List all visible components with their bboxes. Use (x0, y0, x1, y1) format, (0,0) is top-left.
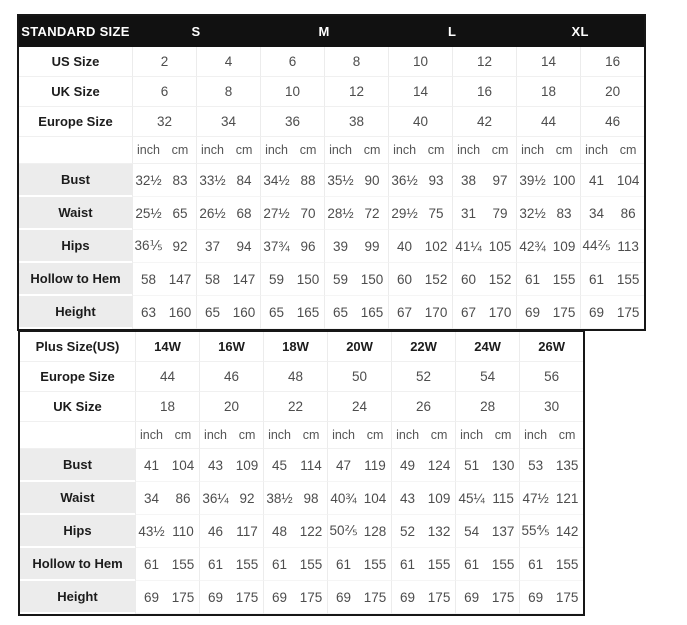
measurement-value: 69 (516, 296, 548, 329)
row-label: UK Size (20, 392, 135, 422)
measurement-label: Bust (20, 449, 135, 482)
unit-label: inch (455, 422, 487, 449)
measurement-value: 155 (487, 548, 519, 581)
size-value: 52 (391, 362, 455, 392)
measurement-value: 37¾ (260, 230, 292, 263)
size-value: 6 (132, 77, 196, 107)
measurement-value: 31 (452, 197, 484, 230)
size-value: 12 (452, 47, 516, 77)
size-value: 22 (263, 392, 327, 422)
measurement-value: 60 (452, 263, 484, 296)
measurement-value: 121 (551, 482, 583, 515)
measurement-value: 94 (228, 230, 260, 263)
measurement-value: 170 (420, 296, 452, 329)
row-label: Europe Size (19, 107, 132, 137)
measurement-value: 155 (551, 548, 583, 581)
plus-size-header-value: 22W (391, 332, 455, 362)
measurement-value: 44⅖ (580, 230, 612, 263)
measurement-value: 165 (292, 296, 324, 329)
size-value: 30 (519, 392, 583, 422)
measurement-value: 61 (391, 548, 423, 581)
size-value: 40 (388, 107, 452, 137)
measurement-value: 109 (231, 449, 263, 482)
measurement-value: 41 (135, 449, 167, 482)
measurement-value: 117 (231, 515, 263, 548)
unit-label: inch (263, 422, 295, 449)
measurement-value: 61 (327, 548, 359, 581)
measurement-value: 61 (263, 548, 295, 581)
size-value: 10 (260, 77, 324, 107)
unit-label: inch (260, 137, 292, 164)
measurement-value: 90 (356, 164, 388, 197)
measurement-value: 39½ (516, 164, 548, 197)
unit-label: cm (423, 422, 455, 449)
measurement-value: 61 (580, 263, 612, 296)
measurement-value: 67 (388, 296, 420, 329)
measurement-value: 155 (295, 548, 327, 581)
plus-size-header-value: 18W (263, 332, 327, 362)
size-value: 36 (260, 107, 324, 137)
size-group-header: XL (516, 16, 644, 47)
measurement-value: 63 (132, 296, 164, 329)
size-value: 24 (327, 392, 391, 422)
measurement-value: 175 (359, 581, 391, 614)
unit-label: cm (356, 137, 388, 164)
unit-label: cm (231, 422, 263, 449)
measurement-value: 102 (420, 230, 452, 263)
measurement-value: 28½ (324, 197, 356, 230)
plus-size-table (18, 330, 585, 616)
measurement-value: 119 (359, 449, 391, 482)
measurement-value: 61 (455, 548, 487, 581)
unit-row-label (19, 137, 132, 164)
measurement-value: 55⅘ (519, 515, 551, 548)
unit-label: inch (327, 422, 359, 449)
measurement-value: 175 (487, 581, 519, 614)
measurement-value: 175 (295, 581, 327, 614)
measurement-label: Hips (20, 515, 135, 548)
measurement-value: 61 (516, 263, 548, 296)
measurement-value: 35½ (324, 164, 356, 197)
measurement-row (20, 449, 583, 482)
measurement-value: 39 (324, 230, 356, 263)
unit-label: cm (420, 137, 452, 164)
unit-label: cm (548, 137, 580, 164)
measurement-value: 83 (164, 164, 196, 197)
measurement-value: 34½ (260, 164, 292, 197)
measurement-value: 26½ (196, 197, 228, 230)
unit-label: inch (452, 137, 484, 164)
measurement-value: 152 (484, 263, 516, 296)
measurement-value: 69 (263, 581, 295, 614)
measurement-value: 49 (391, 449, 423, 482)
size-value: 10 (388, 47, 452, 77)
measurement-value: 97 (484, 164, 516, 197)
measurement-value: 130 (487, 449, 519, 482)
measurement-value: 124 (423, 449, 455, 482)
measurement-value: 79 (484, 197, 516, 230)
measurement-row (19, 197, 644, 230)
measurement-value: 65 (260, 296, 292, 329)
measurement-value: 155 (167, 548, 199, 581)
measurement-value: 40¾ (327, 482, 359, 515)
size-value: 4 (196, 47, 260, 77)
unit-label: inch (324, 137, 356, 164)
unit-row-label (20, 422, 135, 449)
measurement-value: 33½ (196, 164, 228, 197)
measurement-value: 69 (135, 581, 167, 614)
size-value: 46 (580, 107, 644, 137)
measurement-row (20, 515, 583, 548)
size-value: 38 (324, 107, 388, 137)
size-value: 32 (132, 107, 196, 137)
measurement-value: 109 (548, 230, 580, 263)
measurement-row (20, 581, 583, 614)
plus-size-header-value: 16W (199, 332, 263, 362)
unit-label: cm (487, 422, 519, 449)
measurement-value: 155 (359, 548, 391, 581)
measurement-value: 155 (423, 548, 455, 581)
size-group-header: M (260, 16, 388, 47)
measurement-value: 88 (292, 164, 324, 197)
size-value: 46 (199, 362, 263, 392)
measurement-value: 34 (580, 197, 612, 230)
measurement-value: 92 (164, 230, 196, 263)
measurement-value: 100 (548, 164, 580, 197)
measurement-value: 84 (228, 164, 260, 197)
measurement-value: 45¼ (455, 482, 487, 515)
measurement-value: 114 (295, 449, 327, 482)
size-conversion-row (19, 47, 644, 77)
measurement-value: 69 (580, 296, 612, 329)
size-value: 42 (452, 107, 516, 137)
measurement-value: 61 (135, 548, 167, 581)
size-value: 56 (519, 362, 583, 392)
measurement-value: 170 (484, 296, 516, 329)
measurement-value: 109 (423, 482, 455, 515)
measurement-row (20, 482, 583, 515)
measurement-value: 27½ (260, 197, 292, 230)
measurement-value: 69 (455, 581, 487, 614)
measurement-value: 72 (356, 197, 388, 230)
measurement-value: 68 (228, 197, 260, 230)
unit-label: inch (196, 137, 228, 164)
measurement-value: 41 (580, 164, 612, 197)
size-value: 44 (516, 107, 580, 137)
measurement-label: Bust (19, 164, 132, 197)
size-value: 16 (580, 47, 644, 77)
size-value: 26 (391, 392, 455, 422)
measurement-value: 69 (391, 581, 423, 614)
unit-label: cm (295, 422, 327, 449)
size-value: 14 (388, 77, 452, 107)
measurement-value: 135 (551, 449, 583, 482)
measurement-value: 48 (263, 515, 295, 548)
measurement-value: 105 (484, 230, 516, 263)
measurement-value: 93 (420, 164, 452, 197)
size-value: 20 (580, 77, 644, 107)
measurement-value: 43½ (135, 515, 167, 548)
measurement-value: 147 (164, 263, 196, 296)
plus-size-header-value: 26W (519, 332, 583, 362)
standard-header-row (19, 16, 644, 47)
measurement-row (20, 548, 583, 581)
measurement-value: 155 (548, 263, 580, 296)
size-conversion-row (19, 107, 644, 137)
measurement-value: 53 (519, 449, 551, 482)
size-value: 8 (196, 77, 260, 107)
measurement-value: 175 (167, 581, 199, 614)
measurement-label: Waist (20, 482, 135, 515)
measurement-value: 65 (164, 197, 196, 230)
measurement-value: 99 (356, 230, 388, 263)
size-value: 50 (327, 362, 391, 392)
measurement-label: Height (20, 581, 135, 614)
measurement-value: 104 (612, 164, 644, 197)
measurement-label: Hollow to Hem (19, 263, 132, 296)
measurement-value: 37 (196, 230, 228, 263)
measurement-value: 29½ (388, 197, 420, 230)
measurement-value: 47 (327, 449, 359, 482)
size-value: 54 (455, 362, 519, 392)
unit-row (20, 422, 583, 449)
measurement-value: 43 (199, 449, 231, 482)
unit-label: inch (199, 422, 231, 449)
measurement-value: 86 (612, 197, 644, 230)
size-value: 6 (260, 47, 324, 77)
standard-size-title: STANDARD SIZE (19, 16, 132, 47)
measurement-value: 175 (548, 296, 580, 329)
measurement-value: 61 (199, 548, 231, 581)
standard-size-table (17, 14, 646, 331)
measurement-label: Hollow to Hem (20, 548, 135, 581)
measurement-value: 59 (324, 263, 356, 296)
measurement-value: 165 (356, 296, 388, 329)
measurement-value: 128 (359, 515, 391, 548)
measurement-value: 65 (324, 296, 356, 329)
measurement-value: 86 (167, 482, 199, 515)
measurement-value: 137 (487, 515, 519, 548)
size-value: 20 (199, 392, 263, 422)
measurement-value: 155 (231, 548, 263, 581)
measurement-value: 60 (388, 263, 420, 296)
size-conversion-row (20, 362, 583, 392)
measurement-value: 36½ (388, 164, 420, 197)
measurement-value: 132 (423, 515, 455, 548)
measurement-value: 160 (228, 296, 260, 329)
measurement-value: 43 (391, 482, 423, 515)
plus-size-title: Plus Size(US) (20, 332, 135, 362)
unit-label: inch (519, 422, 551, 449)
unit-label: inch (388, 137, 420, 164)
measurement-value: 175 (423, 581, 455, 614)
size-conversion-row (20, 392, 583, 422)
measurement-value: 98 (295, 482, 327, 515)
measurement-value: 122 (295, 515, 327, 548)
measurement-value: 45 (263, 449, 295, 482)
measurement-value: 175 (612, 296, 644, 329)
measurement-value: 142 (551, 515, 583, 548)
measurement-value: 175 (231, 581, 263, 614)
measurement-row (19, 230, 644, 263)
unit-label: cm (484, 137, 516, 164)
measurement-value: 46 (199, 515, 231, 548)
unit-label: cm (292, 137, 324, 164)
measurement-value: 67 (452, 296, 484, 329)
size-value: 34 (196, 107, 260, 137)
measurement-value: 41¼ (452, 230, 484, 263)
size-value: 18 (135, 392, 199, 422)
measurement-row (19, 164, 644, 197)
measurement-value: 113 (612, 230, 644, 263)
measurement-value: 51 (455, 449, 487, 482)
measurement-value: 75 (420, 197, 452, 230)
size-value: 12 (324, 77, 388, 107)
unit-label: cm (612, 137, 644, 164)
unit-label: inch (516, 137, 548, 164)
measurement-value: 61 (519, 548, 551, 581)
measurement-value: 150 (356, 263, 388, 296)
size-value: 14 (516, 47, 580, 77)
size-value: 2 (132, 47, 196, 77)
measurement-label: Waist (19, 197, 132, 230)
measurement-value: 96 (292, 230, 324, 263)
size-conversion-row (19, 77, 644, 107)
measurement-value: 59 (260, 263, 292, 296)
measurement-value: 65 (196, 296, 228, 329)
measurement-label: Hips (19, 230, 132, 263)
size-value: 18 (516, 77, 580, 107)
measurement-value: 52 (391, 515, 423, 548)
size-value: 28 (455, 392, 519, 422)
measurement-row (19, 296, 644, 329)
unit-label: cm (551, 422, 583, 449)
size-group-header: S (132, 16, 260, 47)
measurement-value: 69 (199, 581, 231, 614)
measurement-value: 32½ (132, 164, 164, 197)
unit-row (19, 137, 644, 164)
unit-label: cm (167, 422, 199, 449)
measurement-value: 58 (132, 263, 164, 296)
measurement-value: 34 (135, 482, 167, 515)
measurement-value: 147 (228, 263, 260, 296)
measurement-value: 160 (164, 296, 196, 329)
measurement-value: 152 (420, 263, 452, 296)
measurement-value: 47½ (519, 482, 551, 515)
measurement-value: 83 (548, 197, 580, 230)
unit-label: inch (132, 137, 164, 164)
measurement-value: 110 (167, 515, 199, 548)
measurement-value: 54 (455, 515, 487, 548)
size-value: 44 (135, 362, 199, 392)
measurement-value: 150 (292, 263, 324, 296)
row-label: US Size (19, 47, 132, 77)
unit-label: inch (391, 422, 423, 449)
unit-label: cm (164, 137, 196, 164)
measurement-value: 38 (452, 164, 484, 197)
measurement-value: 38½ (263, 482, 295, 515)
measurement-value: 40 (388, 230, 420, 263)
measurement-value: 104 (167, 449, 199, 482)
measurement-value: 69 (519, 581, 551, 614)
measurement-value: 50⅖ (327, 515, 359, 548)
measurement-value: 69 (327, 581, 359, 614)
measurement-value: 32½ (516, 197, 548, 230)
size-value: 16 (452, 77, 516, 107)
size-value: 8 (324, 47, 388, 77)
plus-size-header-value: 14W (135, 332, 199, 362)
row-label: UK Size (19, 77, 132, 107)
measurement-value: 36¼ (199, 482, 231, 515)
size-group-header: L (388, 16, 516, 47)
plus-size-header-value: 20W (327, 332, 391, 362)
measurement-value: 115 (487, 482, 519, 515)
measurement-value: 92 (231, 482, 263, 515)
size-value: 48 (263, 362, 327, 392)
measurement-value: 104 (359, 482, 391, 515)
unit-label: inch (135, 422, 167, 449)
measurement-value: 155 (612, 263, 644, 296)
measurement-value: 36⅕ (132, 230, 164, 263)
unit-label: inch (580, 137, 612, 164)
measurement-value: 175 (551, 581, 583, 614)
measurement-label: Height (19, 296, 132, 329)
measurement-value: 70 (292, 197, 324, 230)
measurement-value: 25½ (132, 197, 164, 230)
measurement-value: 42¾ (516, 230, 548, 263)
unit-label: cm (359, 422, 391, 449)
measurement-row (19, 263, 644, 296)
unit-label: cm (228, 137, 260, 164)
plus-size-header-value: 24W (455, 332, 519, 362)
measurement-value: 58 (196, 263, 228, 296)
row-label: Europe Size (20, 362, 135, 392)
plus-header-row (20, 332, 583, 362)
